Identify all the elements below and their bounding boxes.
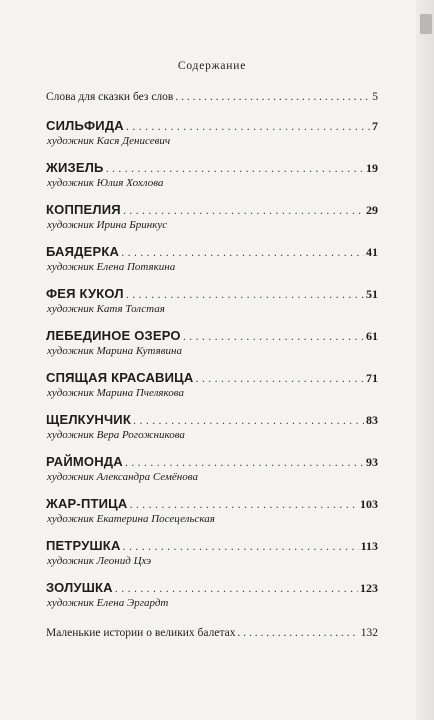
ballet-title: РАЙМОНДА [46, 454, 123, 469]
toc-outro-row[interactable] [46, 627, 378, 639]
leader-dots [133, 416, 364, 427]
artist-credit: художник Кася Денисевич [47, 135, 171, 147]
toc-entry[interactable] [46, 454, 378, 483]
ballet-title: ПЕТРУШКА [46, 538, 121, 553]
leader-dots [115, 584, 358, 595]
corner-mark [420, 14, 432, 34]
toc-entry-title-row [46, 160, 378, 176]
leader-dots [237, 627, 358, 639]
artist-credit: художник Александра Семёнова [47, 471, 198, 483]
toc-entry[interactable] [46, 160, 378, 189]
page-number: 19 [366, 161, 378, 175]
page-number: 7 [372, 119, 378, 133]
toc-entry-title-row [46, 244, 378, 260]
toc-entry[interactable] [46, 538, 378, 567]
toc-entry-title-row [46, 286, 378, 302]
toc-entry[interactable] [46, 244, 378, 273]
toc-intro-row[interactable] [46, 91, 378, 103]
leader-dots [121, 248, 364, 259]
leader-dots [126, 122, 370, 133]
artist-credit: художник Елена Потякина [47, 261, 176, 273]
leader-dots [106, 164, 364, 175]
artist-credit: художник Леонид Цхэ [47, 555, 152, 567]
page-number: 29 [366, 203, 378, 217]
ballet-title: ФЕЯ КУКОЛ [46, 286, 124, 301]
page-number: 41 [366, 245, 378, 259]
artist-credit: художник Марина Кутявина [47, 345, 182, 357]
toc-intro-page: 5 [372, 91, 378, 103]
leader-dots [175, 91, 370, 103]
page-number: 103 [360, 497, 378, 511]
leader-dots [195, 374, 364, 385]
toc-entry-title-row [46, 412, 378, 428]
toc-entry[interactable] [46, 412, 378, 441]
toc-entry[interactable] [46, 580, 378, 609]
ballet-title: ЛЕБЕДИНОЕ ОЗЕРО [46, 328, 181, 343]
ballet-title: ЖАР-ПТИЦА [46, 496, 128, 511]
artist-credit: художник Катя Толстая [47, 303, 165, 315]
page-number: 61 [366, 329, 378, 343]
leader-dots [183, 332, 364, 343]
ballet-title: ЖИЗЕЛЬ [46, 160, 104, 175]
toc-entry-title-row [46, 538, 378, 554]
page-number: 83 [366, 413, 378, 427]
ballet-title: СИЛЬФИДА [46, 118, 124, 133]
toc-entry-title-row [46, 580, 378, 596]
toc-outro-title: Маленькие истории о великих балетах [46, 627, 236, 639]
page-number: 123 [360, 581, 378, 595]
artist-credit: художник Юлия Хохлова [47, 177, 164, 189]
ballet-title: ЩЕЛКУНЧИК [46, 412, 131, 427]
toc-entry[interactable] [46, 370, 378, 399]
page-number: 113 [360, 539, 378, 553]
artist-credit: художник Екатерина Посецельская [47, 513, 215, 525]
toc-entry-title-row [46, 118, 378, 134]
leader-dots [123, 206, 364, 217]
ballet-title: КОППЕЛИЯ [46, 202, 121, 217]
toc-title: Содержание [177, 60, 247, 72]
page-edge [416, 0, 434, 720]
toc-intro-title: Слова для сказки без слов [46, 91, 174, 103]
toc-entry-title-row [46, 370, 378, 386]
toc-entry[interactable] [46, 202, 378, 231]
ballet-title: БАЯДЕРКА [46, 244, 120, 259]
toc-outro-page: 132 [360, 627, 378, 639]
toc-entries [46, 118, 378, 609]
toc-entry[interactable] [46, 328, 378, 357]
artist-credit: художник Вера Рогожникова [47, 429, 185, 441]
artist-credit: художник Елена Эргардт [47, 597, 169, 609]
leader-dots [129, 500, 358, 511]
toc-entry-title-row [46, 496, 378, 512]
toc-entry-title-row [46, 328, 378, 344]
ballet-title: ЗОЛУШКА [46, 580, 113, 595]
toc-entry[interactable] [46, 496, 378, 525]
ballet-title: СПЯЩАЯ КРАСАВИЦА [46, 370, 194, 385]
leader-dots [126, 290, 364, 301]
toc-entry-title-row [46, 454, 378, 470]
page-number: 51 [366, 287, 378, 301]
page-number: 71 [366, 371, 378, 385]
artist-credit: художник Марина Пчелякова [47, 387, 184, 399]
leader-dots [123, 542, 359, 553]
toc-entry[interactable] [46, 118, 378, 147]
leader-dots [125, 458, 364, 469]
page-number: 93 [366, 455, 378, 469]
toc-entry-title-row [46, 202, 378, 218]
table-of-contents [46, 60, 378, 639]
artist-credit: художник Ирина Бринкус [47, 219, 168, 231]
toc-entry[interactable] [46, 286, 378, 315]
